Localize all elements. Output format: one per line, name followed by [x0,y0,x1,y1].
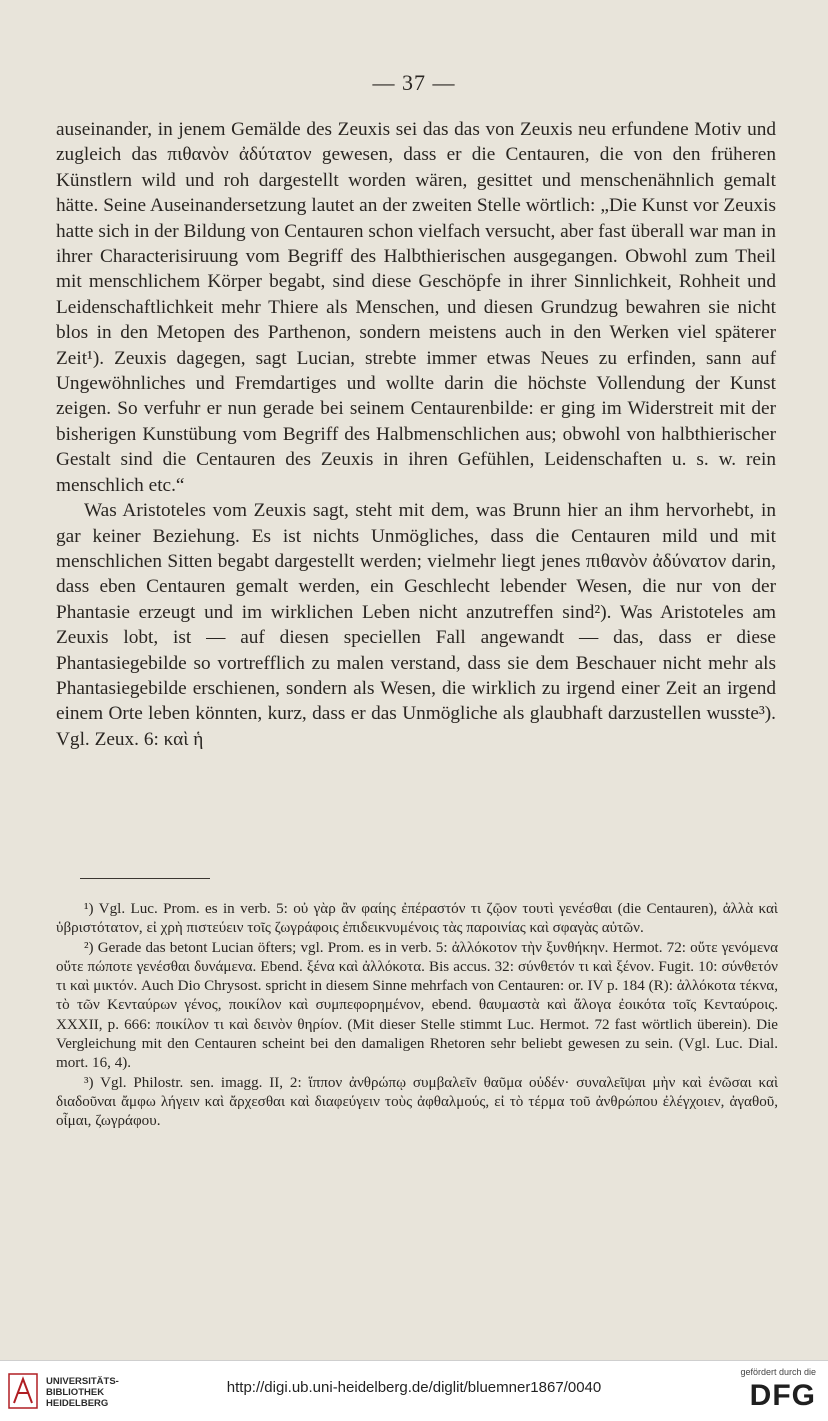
source-url-link[interactable]: http://digi.ub.uni-heidelberg.de/diglit/bluemner1867/0040 [226,1379,602,1396]
library-name: UNIVERSITÄTS- BIBLIOTHEK HEIDELBERG [46,1376,119,1409]
footnote-2: ²) Gerade das betont Lucian öfters; vgl. Prom. es in verb. 5: ἀλλόκοτον τὴν ξυνθήκην. Hermot. 72: οὔτε γενόμενα οὔτε πώποτε γενέσθαι δυνάμενα. Ebend. ξένα καὶ ἀλλόκοτα. Bis accus. 32: σύνθετόν τι καὶ ξένον. Fugit. 10: σύνθετόν τι καὶ μικτόν. Auch Dio Chrysost. spricht in diesem Sinne mehrfach von Centauren: or. IV p. 184 (R): ἀλλόκοτα τέκνα, τὸ τῶν Κενταύρων γένος, ποικίλον καὶ συμπεφορημένον, ebend. θαυμαστὰ καὶ ἄλογα ἐοικότα τοῖς Κενταύροις. XXXII, p. 666: ποικίλον τι καὶ δεινὸν θηρίον. (Mit dieser Stelle stimmt Luc. Hermot. 72 fast wörtlich überein). Die Vergleichung mit den Centauren scheint bei den damaligen Rhetoren sehr beliebt gewesen zu sein. (Vgl. Luc. Dial. mort. 16, 4). [56,939,778,1072]
funded-by-label: gefördert durch die [740,1367,816,1377]
footer-bar [0,1360,828,1421]
footnote-divider [80,878,210,879]
footnotes [56,900,778,1132]
body-paragraph: auseinander, in jenem Gemälde des Zeuxis sei das das von Zeuxis neu erfundene Motiv und zugleich das πιθανὸν ἀδύτατον gewesen, dass er die Centauren, die von den früheren Künstlern wild und roh dargestellt worden wären, gesittet und menschenähnlich gemalt hätte. Seine Auseinandersetzung lautet an der zweiten Stelle wörtlich: „Die Kunst vor Zeuxis hatte sich in der Bildung von Centauren schon vielfach versucht, aber fast überall war man in ihrer Characterisiruung vom Begriff des Halbthierischen ausgegangen. Obwohl zum Theil mit menschlichem Körper begabt, sind diese Geschöpfe in ihrer Sinnlichkeit, Rohheit und Leidenschaftlichkeit mehr Thiere als Menschen, und diesen Grundzug bewahren sie nicht blos in den Metopen des Parthenon, sondern meistens auch in den Werken viel späterer Zeit¹). Zeuxis dagegen, sagt Lucian, strebte immer etwas Neues zu erfinden, sann auf Ungewöhnliches und Fremdartiges und wollte darin die höchste Vollendung der Kunst zeigen. So verfuhr er nun gerade bei seinem Centaurenbilde: er ging im Widerstreit mit der bisherigen Kunstübung vom Begriff des Halbmenschlichen aus; obwohl von halbthierischer Gestalt sind die Centauren des Zeuxis in ihren Gefühlen, Leidenschaften u. s. w. rein menschlich etc.“ [56,119,776,496]
page-number: — 37 — [372,70,456,95]
main-text [56,117,776,752]
body-paragraph: Was Aristoteles vom Zeuxis sagt, steht mit dem, was Brunn hier an ihm hervorhebt, in gar keiner Beziehung. Es ist nichts Unmögliches, dass die Centauren mild und mit menschlichen Sitten begabt dargestellt werden; vielmehr liegt jenes πιθανὸν ἀδύνατον darin, dass eben Centauren gemalt werden, ein Geschlecht lebender Wesen, die nur von der Phantasie erzeugt und im wirklichen Leben nicht anzutreffen sind²). Was Aristoteles am Zeuxis lobt, ist — auf diesen speciellen Fall angewandt — das, dass er diese Phantasiegebilde so vortrefflich zu malen verstand, dass sie dem Beschauer nicht mehr als Phantasiegebilde erschienen, sondern als Wesen, die wirklich zu irgend einer Zeit an irgend einem Orte leben könnten, kurz, dass er das Unmögliche als glaubhaft darzustellen wusste³). Vgl. Zeux. 6: καὶ ἡ [56,500,776,750]
dfg-logo: DFG [749,1379,816,1412]
footnote-3: ³) Vgl. Philostr. sen. imagg. II, 2: ἵππον ἀνθρώπῳ συμβαλεῖν θαῦμα οὐδέν· συναλεῖψαι μὴν καὶ ἑνῶσαι καὶ διαδοῦναι ἄμφω λήγειν καὶ ἄρχεσθαι καὶ διαφεύγειν τοὺς ἀφθαλμούς, εἰ τὸ τέρμα τοῦ ἀνθρώπου ἐλέγχοιεν, ἀγαθοῦ, οἶμαι, ζωγράφου. [56,1074,778,1130]
footnote-1: ¹) Vgl. Luc. Prom. es in verb. 5: οὐ γὰρ ἂν φαίης ἐπέραστόν τι ζῷον τουτὶ γενέσθαι (die Centauren), ἀλλὰ καὶ ὑβριστότατον, εἰ χρὴ πιστεύειν τοῖς ζωγράφοις ἐπιδεικνυμένοις τὰς παροινίας καὶ σφαγὰς αὐτῶν. [56,901,778,937]
